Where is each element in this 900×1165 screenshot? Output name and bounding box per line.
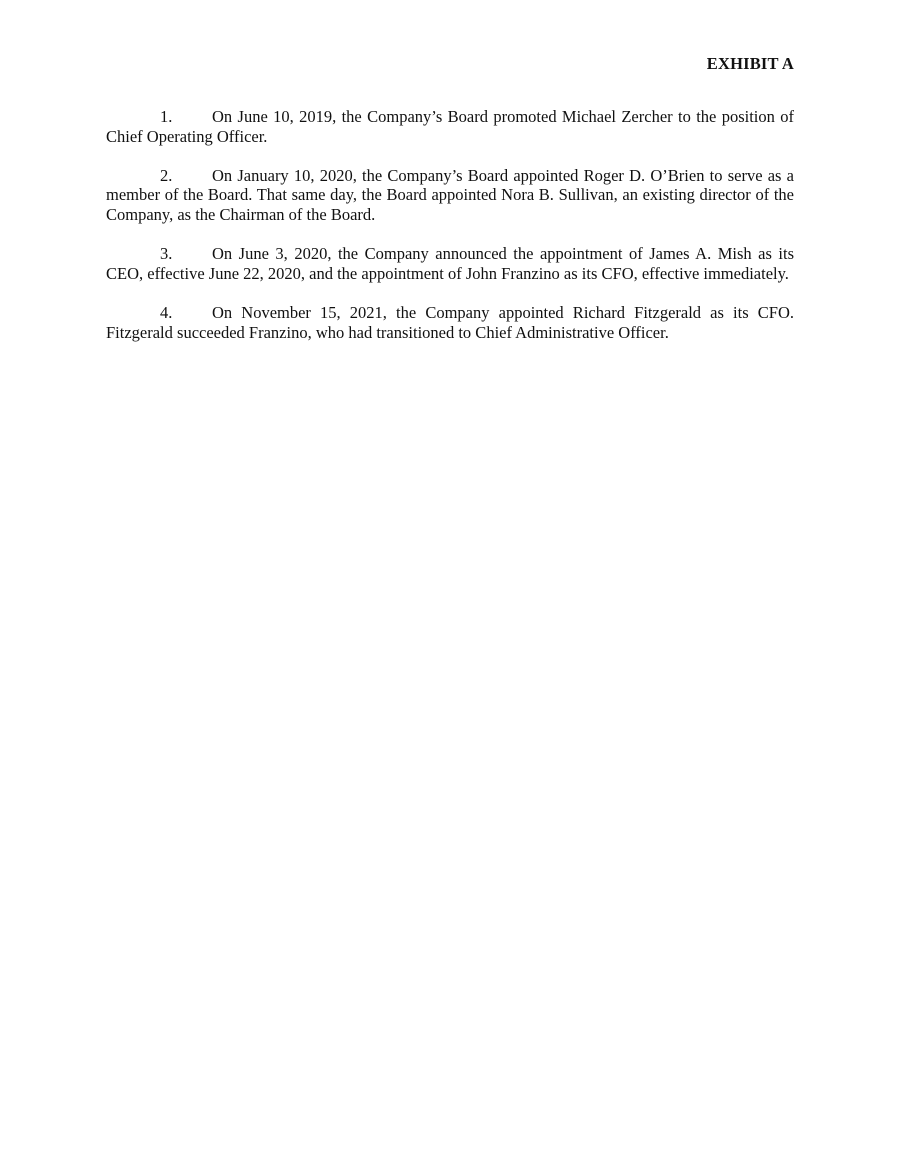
exhibit-heading: EXHIBIT A [706, 54, 794, 73]
numbered-paragraph-1 [106, 107, 794, 146]
paragraph-text: On January 10, 2020, the Company’s Board appointed Roger D. O’Brien to serve as a member of the Board. That same day, the Board appointed Nora B. Sullivan, an existing director of the Company, as the Chairman of the Board. [106, 165, 794, 224]
numbered-paragraph-3 [106, 244, 794, 283]
paragraph-number: 2. [160, 165, 173, 185]
numbered-paragraph-2 [106, 166, 794, 225]
paragraph-text: On June 3, 2020, the Company announced the appointment of James A. Mish as its CEO, effective June 22, 2020, and the appointment of John Franzino as its CFO, effective immediately. [106, 244, 794, 283]
paragraph-text: On June 10, 2019, the Company’s Board promoted Michael Zercher to the position of Chief Operating Officer. [106, 107, 794, 146]
paragraph-number: 4. [160, 302, 173, 322]
numbered-paragraph-4 [106, 303, 794, 342]
paragraph-number: 3. [160, 244, 173, 264]
paragraph-number: 1. [160, 107, 173, 126]
paragraph-text: On November 15, 2021, the Company appointed Richard Fitzgerald as its CFO. Fitzgerald succeeded Franzino, who had transitioned to Chief Administrative Officer. [106, 302, 794, 342]
numbered-paragraph-list [106, 107, 794, 362]
